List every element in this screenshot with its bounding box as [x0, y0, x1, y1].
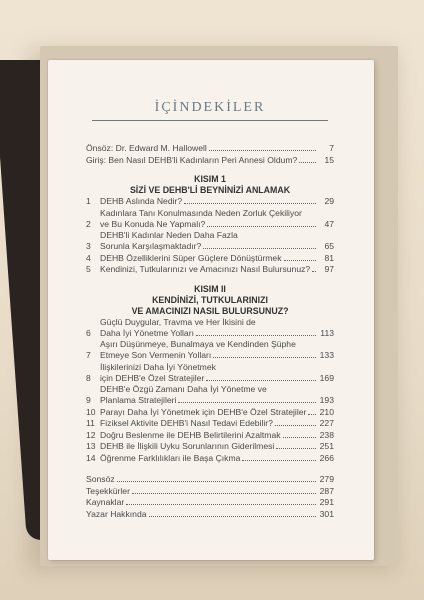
- entry-title: Önsöz: Dr. Edward M. Hallowell: [86, 143, 207, 153]
- chapter-line: [100, 253, 334, 264]
- back-line: [86, 497, 334, 508]
- chapter-number: 1: [86, 196, 91, 206]
- chapter-title: Etmeye Son Vermenin Yolları: [100, 350, 212, 360]
- page-number: 301: [319, 508, 334, 519]
- chapter-line: [100, 407, 334, 418]
- chapter-number: 2: [86, 218, 91, 229]
- chapter-title: Doğru Beslenme ile DEHB Belirtilerini Azaltmak: [100, 429, 281, 440]
- chapter-number: 6: [86, 327, 91, 338]
- chapter-number: 12: [86, 429, 96, 440]
- page-number: 193: [319, 395, 334, 405]
- chapter-text: [100, 339, 334, 361]
- toc-chapter-entry[interactable]: [86, 339, 334, 361]
- back-title: Teşekkürler: [86, 485, 130, 496]
- chapter-title: ve Bu Konuda Ne Yapmalı?: [100, 218, 206, 229]
- back-text: [86, 486, 334, 497]
- toc-chapter-entry[interactable]: [86, 384, 334, 406]
- page-number: 133: [319, 350, 334, 360]
- chapter-title: Öğrenme Farklılıkları ile Başa Çıkma: [100, 452, 241, 463]
- chapter-number: 14: [86, 452, 96, 463]
- page-number: 291: [319, 497, 334, 507]
- chapter-title: DEHB'e Özgü Zamanı Daha İyi Yönetme ve: [100, 384, 267, 394]
- chapter-text: [100, 441, 334, 452]
- part2-heading-line2: VE AMACINIZI NASIL BULURSUNUZ?: [131, 305, 289, 316]
- chapter-number: 10: [86, 406, 96, 417]
- leader-dots: [132, 493, 316, 494]
- page-number: 169: [319, 372, 334, 383]
- chapter-text: [100, 407, 334, 418]
- chapter-line: [100, 441, 334, 452]
- chapter-line: [100, 395, 334, 406]
- chapter-text: [100, 264, 334, 275]
- chapter-title: Fiziksel Aktivite DEHB'i Nasıl Tedavi Edebilir?: [100, 418, 273, 428]
- leader-dots: [207, 226, 316, 227]
- leader-dots: [196, 335, 316, 336]
- leader-dots: [184, 203, 316, 204]
- toc-chapter-entry[interactable]: [86, 362, 334, 384]
- chapter-text: [100, 230, 334, 252]
- toc-chapter-entry[interactable]: [86, 407, 334, 418]
- chapter-line: [100, 362, 334, 373]
- page-number: 29: [324, 196, 334, 206]
- back-text: [86, 497, 334, 508]
- page-number: 227: [319, 418, 334, 428]
- chapter-number: 13: [86, 441, 96, 451]
- back-text: [86, 474, 334, 485]
- book-page: [48, 60, 374, 560]
- chapter-line: [100, 430, 334, 441]
- chapter-title: Kendinizi, Tutkularınızı ve Amacınızı Nasıl Bulursunuz?: [100, 264, 311, 274]
- entry-title: Giriş: Ben Nasıl DEHB'li Kadınların Peri Annesi Oldum?: [86, 154, 298, 165]
- leader-dots: [312, 271, 316, 272]
- toc-chapter-entry[interactable]: [86, 230, 334, 252]
- chapter-text: [100, 253, 334, 264]
- chapter-number: 4: [86, 252, 91, 263]
- toc-chapter-entry[interactable]: [86, 441, 334, 452]
- back-line: [86, 474, 334, 485]
- part1-heading: SİZİ VE DEHB'Lİ BEYNİNİZİ ANLAMAK: [129, 185, 291, 195]
- chapter-title: Daha İyi Yönetme Yolları: [100, 327, 194, 338]
- chapter-line: [100, 384, 334, 395]
- back-title: Kaynaklar: [86, 497, 125, 507]
- chapter-text: [100, 317, 334, 339]
- leader-dots: [299, 162, 316, 163]
- back-matter-list: [86, 474, 334, 520]
- toc-entry[interactable]: [86, 143, 334, 154]
- toc-back-entry[interactable]: [86, 486, 334, 497]
- chapter-title: Kadınlara Tanı Konulmasında Neden Zorluk Çekiliyor: [100, 207, 302, 218]
- page-number: 251: [319, 441, 334, 451]
- chapter-line: [100, 196, 334, 207]
- page-number: 81: [324, 252, 334, 263]
- page-number: 210: [319, 406, 334, 417]
- leader-dots: [283, 437, 316, 438]
- chapter-title: DEHB'li Kadınlar Neden Daha Fazla: [100, 230, 238, 240]
- page-number: 238: [319, 429, 334, 440]
- back-title: Yazar Hakkında: [86, 508, 147, 519]
- chapter-line: [100, 317, 334, 328]
- leader-dots: [213, 357, 316, 358]
- chapter-text: [100, 418, 334, 429]
- leader-dots: [149, 516, 316, 517]
- leader-dots: [178, 402, 316, 403]
- toc-chapter-entry[interactable]: [86, 430, 334, 441]
- leader-dots: [308, 414, 316, 415]
- chapter-line: [100, 350, 334, 361]
- back-line: [86, 486, 334, 497]
- page-number: 7: [329, 143, 334, 153]
- chapter-title: Planlama Stratejileri: [100, 395, 177, 405]
- toc-back-entry[interactable]: [86, 474, 334, 485]
- chapter-line: [100, 339, 334, 350]
- toc-content: [86, 100, 334, 520]
- toc-back-entry[interactable]: [86, 497, 334, 508]
- toc-back-entry[interactable]: [86, 509, 334, 520]
- part1-label: KISIM 1: [194, 174, 226, 184]
- part2-label: KISIM II: [194, 283, 226, 294]
- chapter-line: [100, 264, 334, 275]
- part2-chapters: [86, 317, 334, 464]
- toc-title: İÇİNDEKİLER: [154, 100, 266, 115]
- chapter-line: [100, 453, 334, 464]
- leader-dots: [275, 425, 316, 426]
- chapter-text: [100, 384, 334, 406]
- chapter-text: [100, 196, 334, 207]
- chapter-number: 7: [86, 350, 91, 360]
- page-number: 65: [324, 241, 334, 251]
- chapter-title: Sorunla Karşılaşmaktadır?: [100, 241, 202, 251]
- toc-chapter-entry[interactable]: [86, 418, 334, 429]
- chapter-line: [100, 241, 334, 252]
- chapter-text: [100, 208, 334, 230]
- leader-dots: [284, 260, 317, 261]
- leader-dots: [242, 460, 316, 461]
- intro-list: [86, 143, 334, 166]
- chapter-title: için DEHB'e Özel Stratejiler: [100, 372, 205, 383]
- chapter-title: DEHB Özelliklerini Süper Güçlere Dönüştürmek: [100, 252, 282, 263]
- leader-dots: [117, 481, 316, 482]
- page-number: 279: [319, 474, 334, 484]
- leader-dots: [276, 448, 316, 449]
- chapter-title: DEHB ile İlişkili Uyku Sorunlarının Giderilmesi: [100, 441, 275, 451]
- part2-heading-line1: KENDİNİZİ, TUTKULARINIZI: [152, 294, 268, 305]
- leader-dots: [203, 248, 316, 249]
- chapter-number: 9: [86, 395, 91, 405]
- leader-dots: [209, 150, 316, 151]
- chapter-line: [100, 373, 334, 384]
- back-line: [86, 509, 334, 520]
- leader-dots: [126, 504, 316, 505]
- toc-entry[interactable]: [86, 155, 334, 166]
- chapter-title: İlişkilerinizi Daha İyi Yönetmek: [100, 361, 216, 372]
- page-number: 113: [320, 327, 334, 338]
- back-title: Sonsöz: [86, 474, 115, 484]
- page-number: 97: [324, 264, 334, 274]
- chapter-line: [100, 328, 334, 339]
- leader-dots: [206, 380, 316, 381]
- chapter-number: 8: [86, 372, 91, 383]
- chapter-text: [100, 453, 334, 464]
- title-divider: [92, 120, 328, 121]
- chapter-line: [100, 418, 334, 429]
- toc-chapter-entry[interactable]: [86, 317, 334, 339]
- chapter-title: Aşırı Düşünmeye, Bunalmaya ve Kendinden Şüphe: [100, 339, 296, 349]
- chapter-line: [100, 219, 334, 230]
- part1-chapters: [86, 196, 334, 275]
- back-text: [86, 509, 334, 520]
- toc-chapter-entry[interactable]: [86, 196, 334, 207]
- chapter-text: [100, 362, 334, 384]
- chapter-title: Güçlü Duygular, Travma ve Her İkisini de: [100, 316, 256, 327]
- chapter-number: 11: [86, 418, 95, 428]
- chapter-title: Parayı Daha İyi Yönetmek için DEHB'e Özel Stratejiler: [100, 406, 307, 417]
- chapter-title: DEHB Aslında Nedir?: [100, 196, 183, 206]
- toc-chapter-entry[interactable]: [86, 253, 334, 264]
- chapter-number: 5: [86, 264, 91, 274]
- toc-chapter-entry[interactable]: [86, 264, 334, 275]
- toc-chapter-entry[interactable]: [86, 453, 334, 464]
- page-number: 47: [324, 218, 334, 229]
- page-number: 15: [324, 154, 334, 165]
- toc-chapter-entry[interactable]: [86, 208, 334, 230]
- chapter-line: [100, 208, 334, 219]
- chapter-text: [100, 430, 334, 441]
- page-number: 287: [319, 485, 334, 496]
- page-number: 266: [319, 452, 334, 463]
- chapter-number: 3: [86, 241, 91, 251]
- chapter-line: [100, 230, 334, 241]
